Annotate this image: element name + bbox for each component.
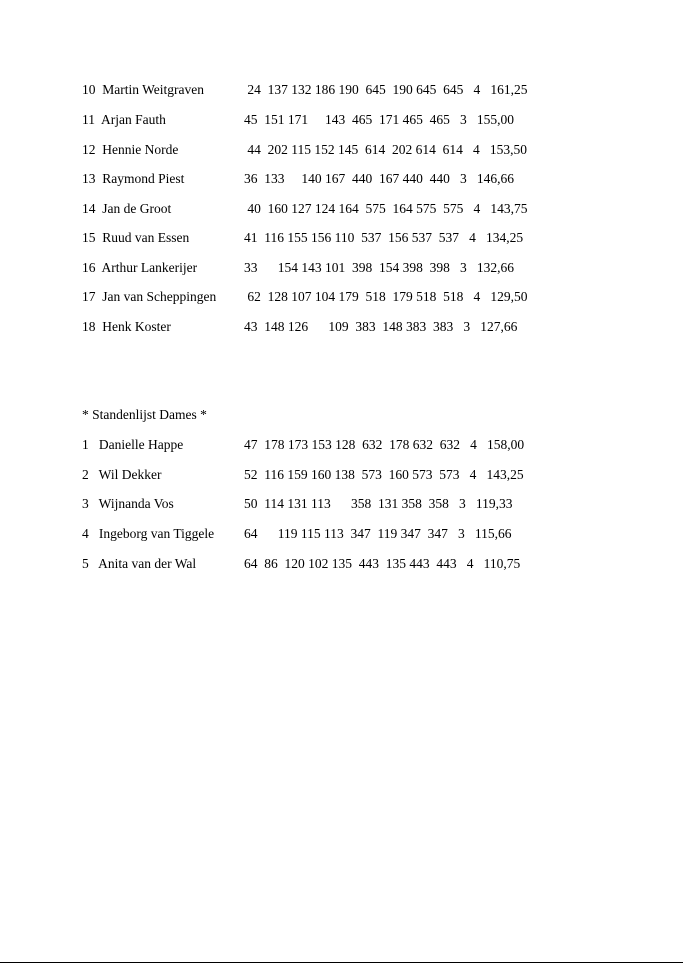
standings-row bbox=[0, 435, 683, 455]
player-scores: 36 133 140 167 440 167 440 440 3 146,66 bbox=[244, 171, 514, 186]
player-scores: 45 151 171 143 465 171 465 465 3 155,00 bbox=[244, 112, 514, 127]
player-name: 3 Wijnanda Vos bbox=[82, 496, 174, 511]
bottom-rule bbox=[0, 962, 683, 963]
standings-row bbox=[0, 287, 683, 307]
player-name: 17 Jan van Scheppingen bbox=[82, 289, 217, 304]
standings-row bbox=[0, 258, 683, 278]
player-scores: 64 86 120 102 135 443 135 443 443 4 110,75 bbox=[244, 556, 521, 571]
standings-row bbox=[0, 199, 683, 219]
player-name: 13 Raymond Piest bbox=[82, 171, 185, 186]
player-name: 18 Henk Koster bbox=[82, 319, 171, 334]
standings-row bbox=[0, 554, 683, 574]
player-scores: 62 128 107 104 179 518 179 518 518 4 129,50 bbox=[244, 289, 528, 304]
player-scores: 52 116 159 160 138 573 160 573 573 4 143,25 bbox=[244, 467, 524, 482]
player-scores: 24 137 132 186 190 645 190 645 645 4 161,25 bbox=[244, 82, 528, 97]
standings-row bbox=[0, 228, 683, 248]
player-name: 4 Ingeborg van Tiggele bbox=[82, 526, 215, 541]
player-name: 15 Ruud van Essen bbox=[82, 230, 190, 245]
standings-row bbox=[0, 524, 683, 544]
section-heading-dames: * Standenlijst Dames * bbox=[82, 407, 207, 422]
standings-row bbox=[0, 110, 683, 130]
player-name: 14 Jan de Groot bbox=[82, 201, 172, 216]
player-scores: 33 154 143 101 398 154 398 398 3 132,66 bbox=[244, 260, 514, 275]
player-scores: 47 178 173 153 128 632 178 632 632 4 158,00 bbox=[244, 437, 525, 452]
player-name: 12 Hennie Norde bbox=[82, 142, 179, 157]
player-name: 2 Wil Dekker bbox=[82, 467, 162, 482]
player-scores: 40 160 127 124 164 575 164 575 575 4 143,75 bbox=[244, 201, 528, 216]
player-scores: 64 119 115 113 347 119 347 347 3 115,66 bbox=[244, 526, 512, 541]
standings-row bbox=[0, 317, 683, 337]
player-scores: 50 114 131 113 358 131 358 358 3 119,33 bbox=[244, 496, 513, 511]
player-name: 5 Anita van der Wal bbox=[82, 556, 197, 571]
player-name: 11 Arjan Fauth bbox=[82, 112, 166, 127]
standings-row bbox=[0, 140, 683, 160]
standings-row bbox=[0, 169, 683, 189]
player-name: 10 Martin Weitgraven bbox=[82, 82, 205, 97]
standings-row bbox=[0, 494, 683, 514]
player-scores: 41 116 155 156 110 537 156 537 537 4 134,25 bbox=[244, 230, 524, 245]
player-name: 1 Danielle Happe bbox=[82, 437, 184, 452]
standings-row bbox=[0, 465, 683, 485]
player-scores: 43 148 126 109 383 148 383 383 3 127,66 bbox=[244, 319, 518, 334]
player-scores: 44 202 115 152 145 614 202 614 614 4 153,50 bbox=[244, 142, 527, 157]
standings-row bbox=[0, 80, 683, 100]
player-name: 16 Arthur Lankerijer bbox=[82, 260, 198, 275]
